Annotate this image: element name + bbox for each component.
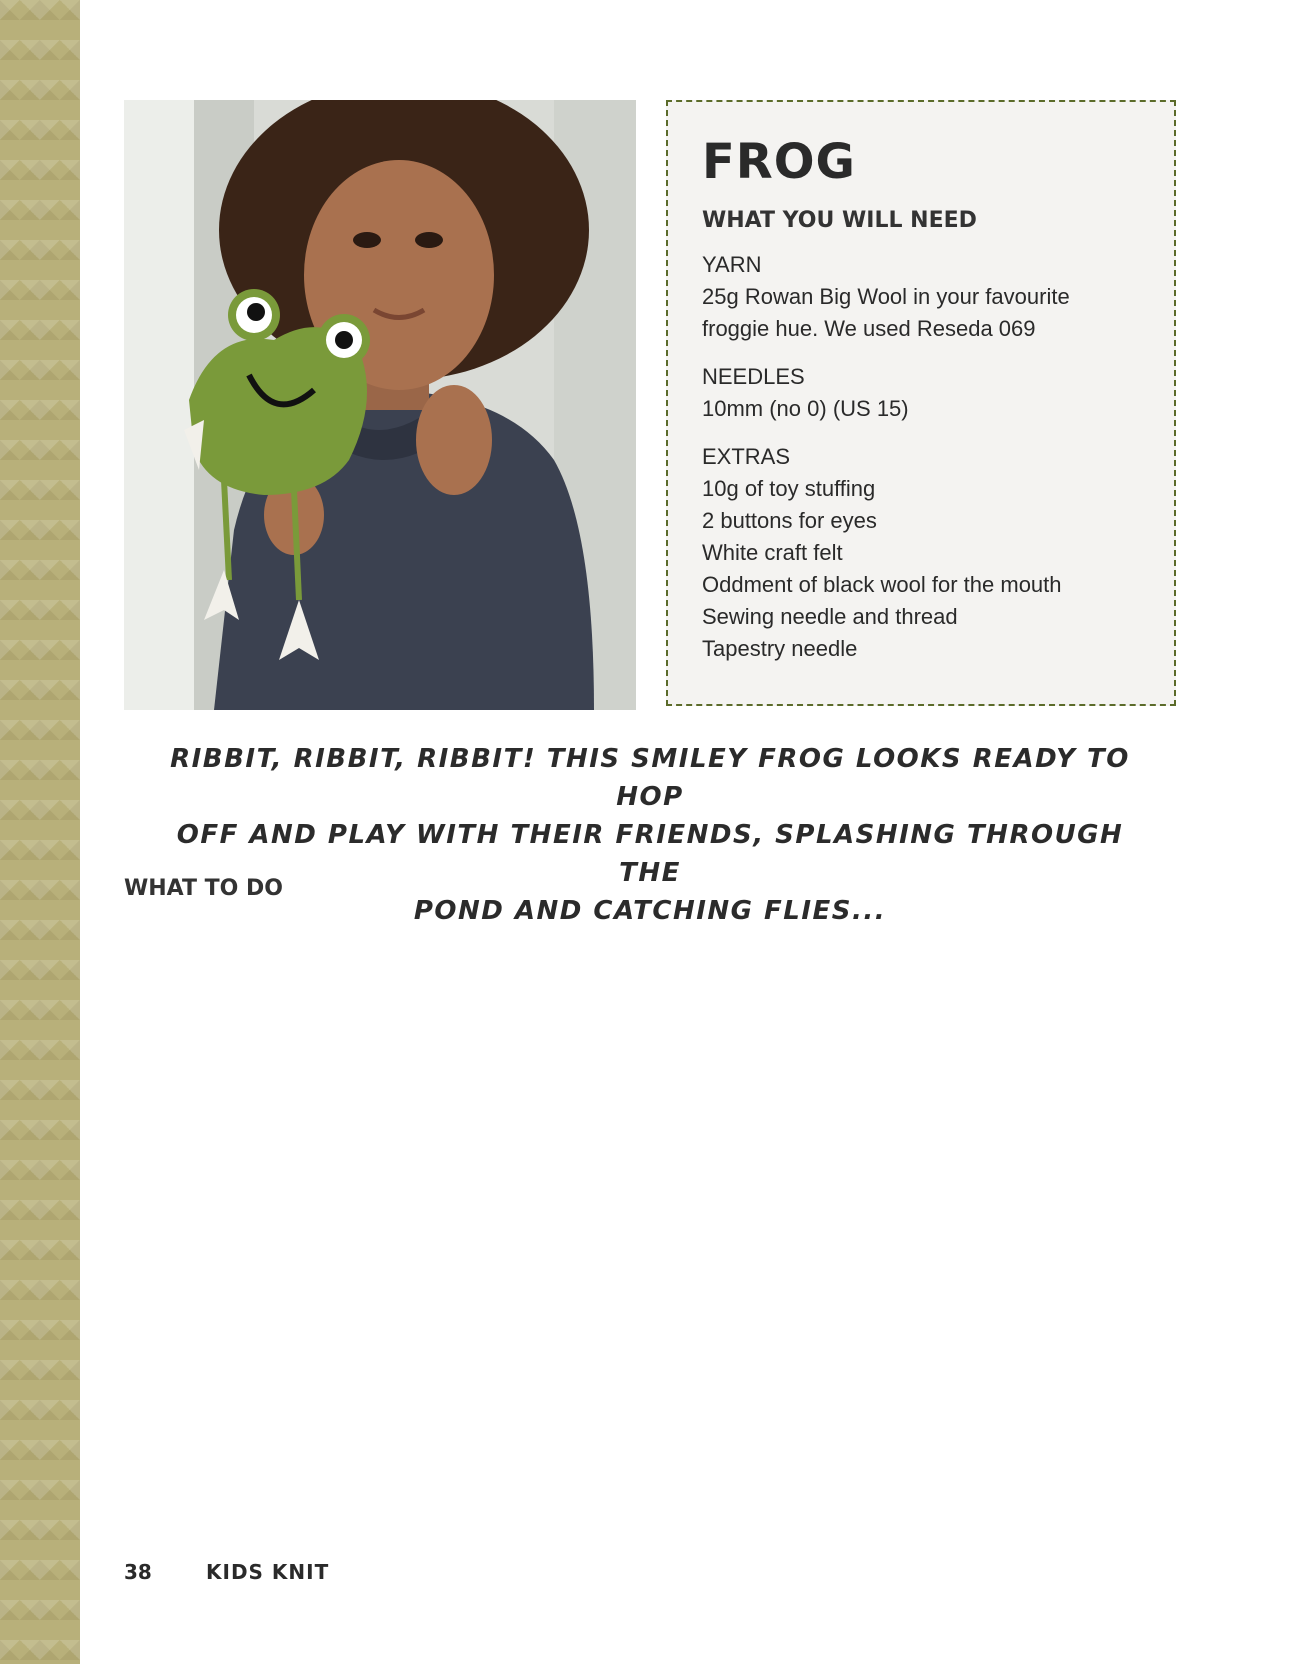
page-number: 38 xyxy=(124,1560,152,1584)
page-footer xyxy=(124,1560,330,1584)
what-to-do-heading: WHAT TO DO xyxy=(124,876,283,901)
group-line: 10g of toy stuffing xyxy=(702,476,876,501)
needs-heading: WHAT YOU WILL NEED xyxy=(702,208,977,233)
what-you-will-need-box xyxy=(666,100,1176,706)
extras-group xyxy=(702,441,1140,665)
group-line: 10mm (no 0) (US 15) xyxy=(702,396,909,421)
intro-line: POND AND CATCHING FLIES... xyxy=(413,896,887,926)
group-label: NEEDLES xyxy=(702,364,805,389)
intro-line: RIBBIT, RIBBIT, RIBBIT! THIS SMILEY FROG LOOKS READY TO HOP xyxy=(170,744,1130,812)
knit-pattern-strip xyxy=(0,0,80,1664)
needles-group xyxy=(702,361,1140,425)
group-line: Oddment of black wool for the mouth xyxy=(702,572,1062,597)
group-line: White craft felt xyxy=(702,540,843,565)
group-line: Tapestry needle xyxy=(702,636,858,661)
group-label: YARN xyxy=(702,252,762,277)
group-line: 2 buttons for eyes xyxy=(702,508,877,533)
yarn-group xyxy=(702,249,1140,345)
recipe-title: FROG xyxy=(702,134,856,190)
group-line: 25g Rowan Big Wool in your favourite xyxy=(702,284,1070,309)
group-label: EXTRAS xyxy=(702,444,791,469)
child-with-frog-photo xyxy=(124,100,636,710)
intro-line: OFF AND PLAY WITH THEIR FRIENDS, SPLASHING THROUGH THE xyxy=(176,820,1124,888)
intro-text xyxy=(150,740,1150,930)
group-line: froggie hue. We used Reseda 069 xyxy=(702,316,1036,341)
book-title: KIDS KNIT xyxy=(206,1560,330,1584)
group-line: Sewing needle and thread xyxy=(702,604,958,629)
